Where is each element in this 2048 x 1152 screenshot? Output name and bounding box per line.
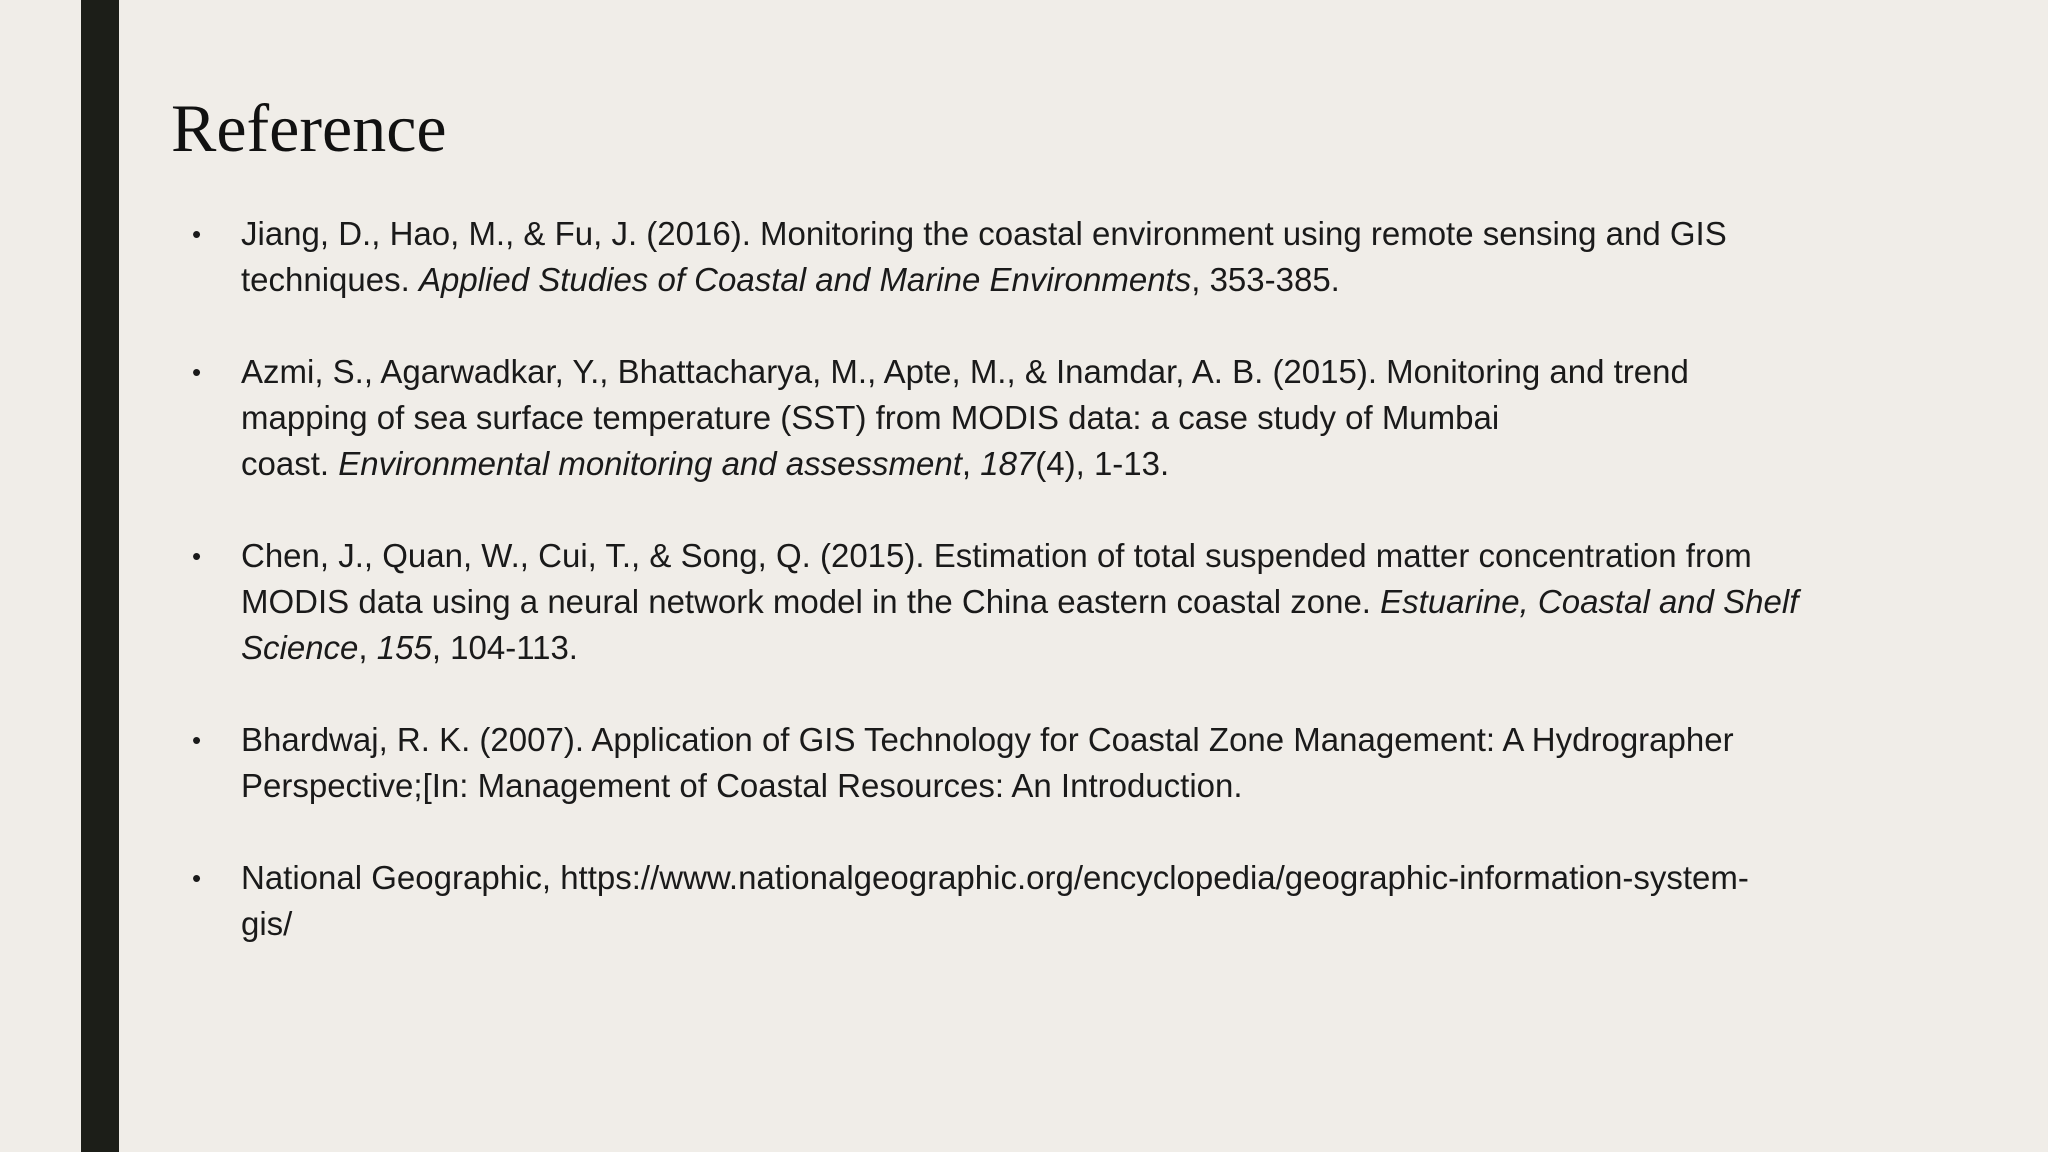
journal-title: Estuarine, Coastal and Shelf xyxy=(1380,583,1799,620)
reference-text xyxy=(241,257,1340,303)
bullet-icon: • xyxy=(192,863,202,893)
reference-text-segment: MODIS data using a neural network model in the China eastern coastal zone. xyxy=(241,583,1381,620)
reference-text: Bhardwaj, R. K. (2007). Application of GIS Technology for Coastal Zone Management: A Hydrographer xyxy=(241,721,1734,758)
reference-text-segment: , 353-385. xyxy=(1191,261,1340,298)
reference-text xyxy=(241,625,578,671)
bullet-icon: • xyxy=(192,357,202,387)
reference-text: mapping of sea surface temperature (SST) from MODIS data: a case study of Mumbai xyxy=(241,399,1500,436)
reference-text: gis/ xyxy=(241,905,293,942)
reference-text-segment: , xyxy=(358,629,377,666)
volume-number: 187 xyxy=(980,445,1036,482)
reference-text: Perspective;[In: Management of Coastal Resources: An Introduction. xyxy=(241,767,1243,804)
reference-text: National Geographic, https://www.nationalgeographic.org/encyclopedia/geographic-information-system- xyxy=(241,859,1749,896)
reference-text-segment: coast. xyxy=(241,445,339,482)
volume-number: 155 xyxy=(376,629,432,666)
journal-title: Environmental monitoring and assessment xyxy=(338,445,962,482)
reference-text xyxy=(241,579,1798,625)
reference-text xyxy=(241,441,1169,487)
reference-text: Azmi, S., Agarwadkar, Y., Bhattacharya, M., Apte, M., & Inamdar, A. B. (2015). Monitoring and trend xyxy=(241,353,1689,390)
reference-text-segment: , 104-113. xyxy=(431,629,578,666)
accent-bar xyxy=(81,0,119,1152)
bullet-icon: • xyxy=(192,541,202,571)
journal-title: Applied Studies of Coastal and Marine Environments xyxy=(418,261,1192,298)
journal-title: Science xyxy=(241,629,359,666)
reference-text: Chen, J., Quan, W., Cui, T., & Song, Q. (2015). Estimation of total suspended matter concentration from xyxy=(241,537,1752,574)
slide-title: Reference xyxy=(171,90,447,166)
bullet-icon: • xyxy=(192,725,202,755)
reference-text: Jiang, D., Hao, M., & Fu, J. (2016). Monitoring the coastal environment using remote sensing and GIS xyxy=(241,215,1727,252)
reference-text-segment: (4), 1-13. xyxy=(1035,445,1170,482)
bullet-icon: • xyxy=(192,219,202,249)
reference-text-segment: techniques. xyxy=(241,261,419,298)
reference-text-segment: , xyxy=(961,445,981,482)
